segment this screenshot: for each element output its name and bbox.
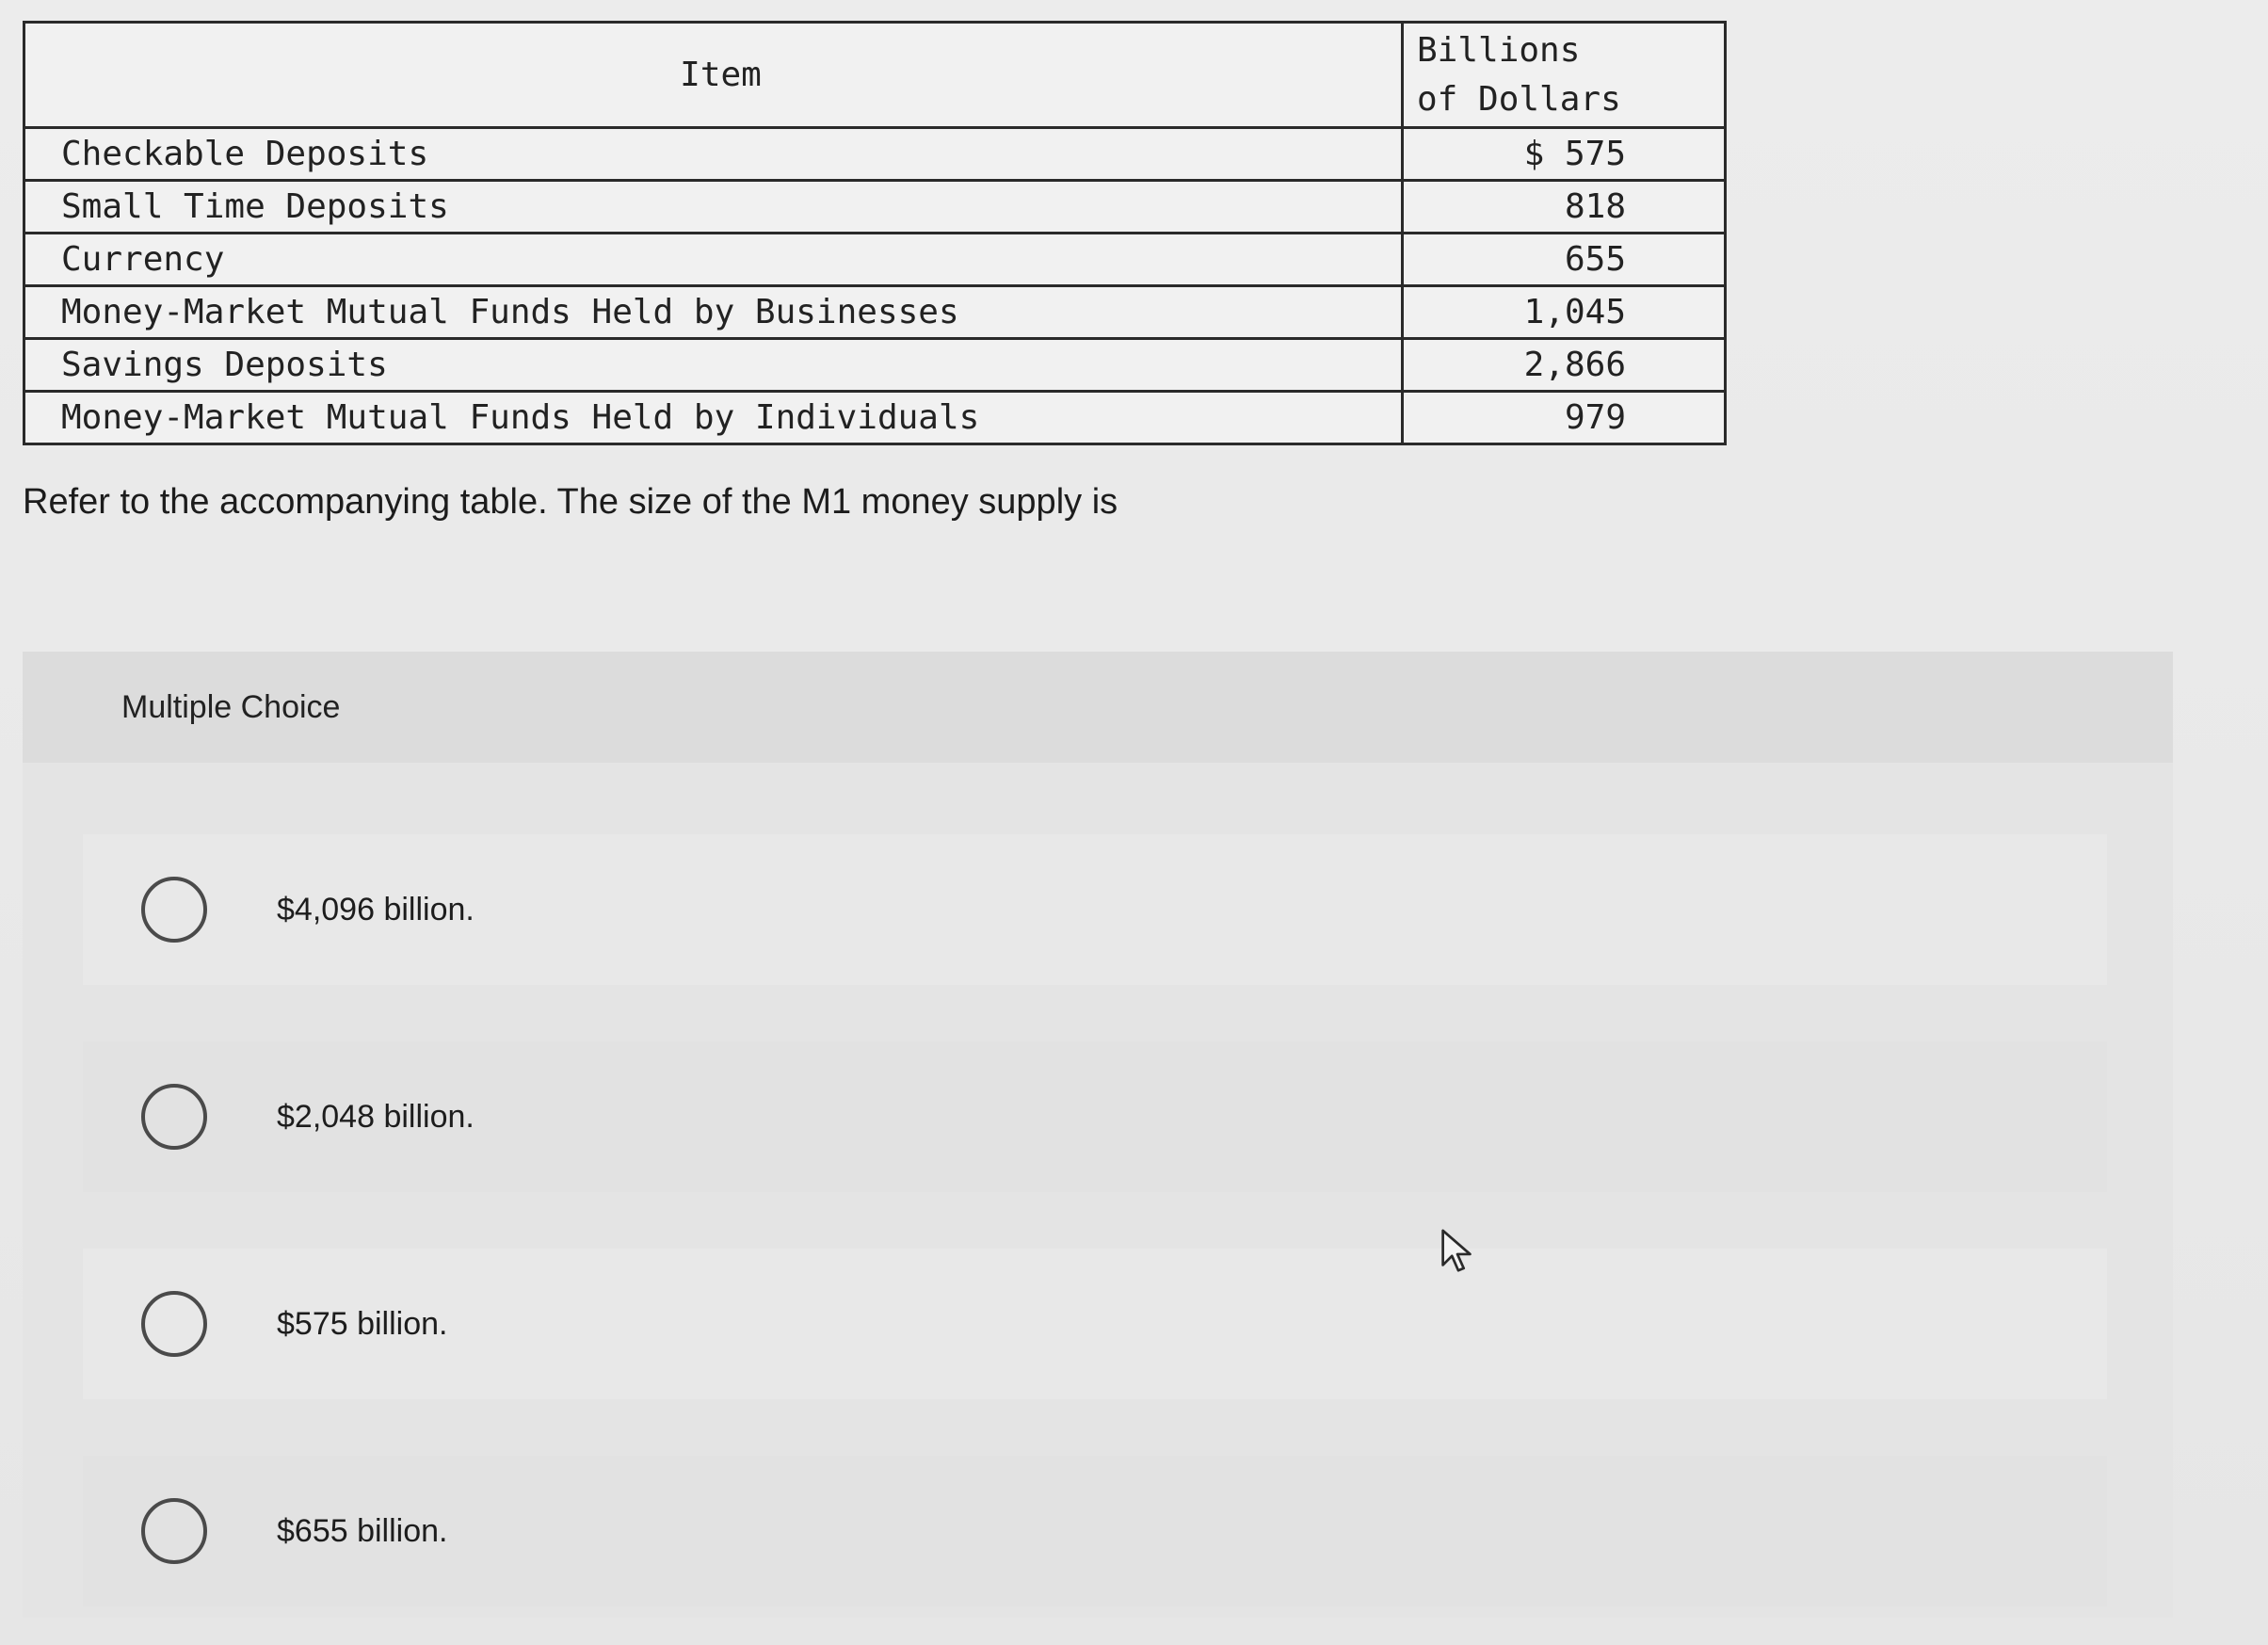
multiple-choice-panel bbox=[23, 652, 2173, 1618]
row-item: Savings Deposits bbox=[24, 339, 1403, 392]
choice-label: $4,096 billion. bbox=[277, 891, 475, 927]
amount-column-header bbox=[1403, 23, 1726, 128]
amount-header-line1: Billions bbox=[1417, 30, 1581, 70]
question-text: Refer to the accompanying table. The size of the M1 money supply is bbox=[23, 482, 1118, 522]
radio-unselected-icon[interactable] bbox=[141, 1291, 207, 1357]
choice-option-d[interactable] bbox=[83, 1456, 2107, 1606]
multiple-choice-title: Multiple Choice bbox=[121, 688, 341, 725]
row-amount: 1,045 bbox=[1403, 286, 1726, 339]
row-amount: 655 bbox=[1403, 234, 1726, 286]
choice-label: $2,048 billion. bbox=[277, 1098, 475, 1135]
choice-option-c[interactable] bbox=[83, 1249, 2107, 1399]
choice-label: $575 billion. bbox=[277, 1305, 448, 1342]
table-row bbox=[24, 286, 1726, 339]
table-row bbox=[24, 128, 1726, 181]
table-row bbox=[24, 181, 1726, 234]
item-header-text: Item bbox=[680, 56, 762, 94]
radio-unselected-icon[interactable] bbox=[141, 877, 207, 943]
radio-unselected-icon[interactable] bbox=[141, 1084, 207, 1150]
radio-unselected-icon[interactable] bbox=[141, 1498, 207, 1564]
choice-option-b[interactable] bbox=[83, 1041, 2107, 1192]
row-amount: 818 bbox=[1403, 181, 1726, 234]
table-row bbox=[24, 234, 1726, 286]
row-item: Currency bbox=[24, 234, 1403, 286]
row-amount: $ 575 bbox=[1403, 128, 1726, 181]
table-row bbox=[24, 392, 1726, 444]
row-item: Checkable Deposits bbox=[24, 128, 1403, 181]
row-item: Small Time Deposits bbox=[24, 181, 1403, 234]
money-supply-table bbox=[23, 21, 1727, 445]
choice-option-a[interactable] bbox=[83, 834, 2107, 985]
multiple-choice-header bbox=[23, 652, 2173, 763]
table-row bbox=[24, 339, 1726, 392]
amount-header-line2: of Dollars bbox=[1417, 79, 1621, 119]
row-amount: 979 bbox=[1403, 392, 1726, 444]
row-amount: 2,866 bbox=[1403, 339, 1726, 392]
row-item: Money-Market Mutual Funds Held by Businesses bbox=[24, 286, 1403, 339]
item-column-header bbox=[24, 23, 1403, 128]
choice-label: $655 billion. bbox=[277, 1512, 448, 1549]
row-item: Money-Market Mutual Funds Held by Individuals bbox=[24, 392, 1403, 444]
mouse-pointer-icon bbox=[1440, 1229, 1474, 1276]
table-header-row bbox=[24, 23, 1726, 128]
